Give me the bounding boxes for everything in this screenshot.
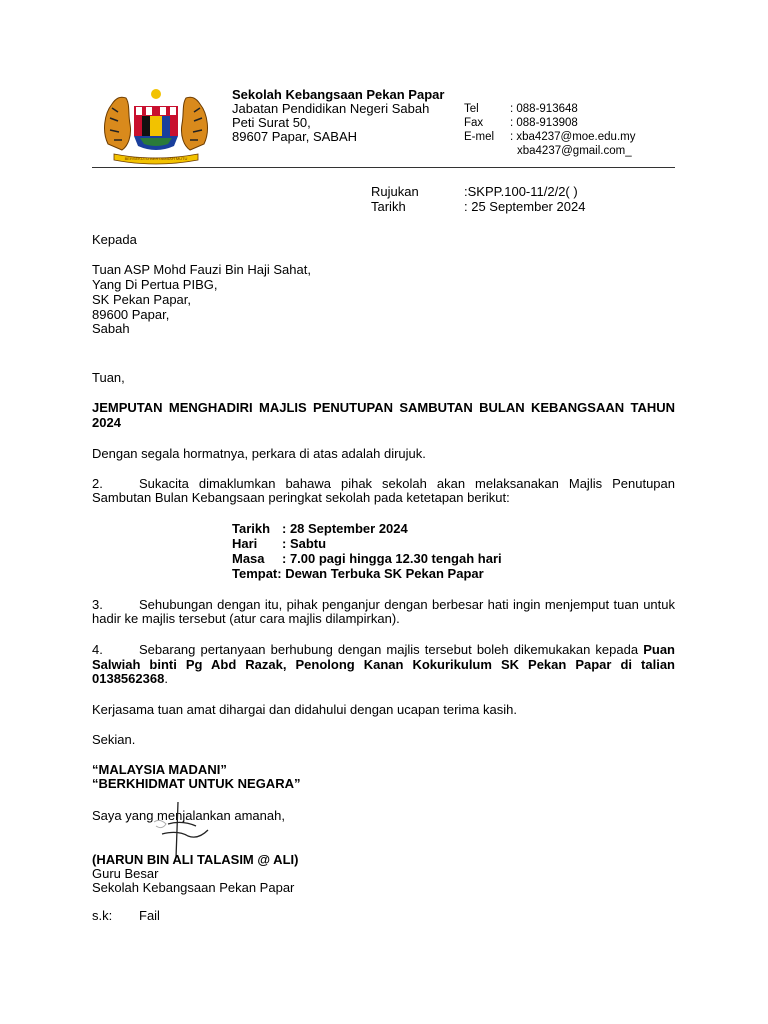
email-value-1: : xba4237@moe.edu.my bbox=[510, 131, 636, 143]
intro-paragraph: Dengan segala hormatnya, perkara di atas adalah dirujuk. bbox=[92, 446, 426, 461]
email-value-2: xba4237@gmail.com_ bbox=[517, 145, 632, 157]
para-4-line-1: Sebarang pertanyaan berhubung dengan majlis tersebut boleh dikemukakan kepada Puan bbox=[139, 642, 675, 657]
cc-label: s.k: bbox=[92, 908, 113, 923]
tel-value: : 088-913648 bbox=[510, 103, 578, 115]
subject-line-1: JEMPUTAN MENGHADIRI MAJLIS PENUTUPAN SAMBUTAN BULAN KEBANGSAAN TAHUN bbox=[92, 400, 675, 415]
recipient-line: Sabah bbox=[92, 321, 130, 336]
letterhead-divider bbox=[92, 167, 675, 168]
para-3-number: 3. bbox=[92, 597, 103, 612]
para-2-line-1: Sukacita dimaklumkan bahawa pihak sekolah akan melaksanakan Majlis Penutupan bbox=[139, 476, 675, 491]
recipient-line: Yang Di Pertua PIBG, bbox=[92, 277, 218, 292]
subject-line-2: 2024 bbox=[92, 415, 121, 430]
detail-tarikh: Tarikh : 28 September 2024 bbox=[232, 521, 408, 536]
motto-malaysia-madani: “MALAYSIA MADANI” bbox=[92, 762, 227, 777]
detail-masa: Masa : 7.00 pagi hingga 12.30 tengah hari bbox=[232, 551, 502, 566]
signer-title: Guru Besar bbox=[92, 866, 159, 881]
fax-label: Fax bbox=[464, 117, 484, 129]
closing-paragraph: Kerjasama tuan amat dihargai dan didahului dengan ucapan terima kasih. bbox=[92, 702, 517, 717]
cc-value: Fail bbox=[139, 908, 160, 923]
salutation: Tuan, bbox=[92, 370, 125, 385]
recipient-line: SK Pekan Papar, bbox=[92, 292, 192, 307]
para-4-line-3: 0138562368. bbox=[92, 671, 168, 686]
tarikh-label: Tarikh bbox=[371, 199, 406, 214]
address-line-1: Peti Surat 50, bbox=[232, 115, 311, 130]
para-2-number: 2. bbox=[92, 476, 103, 491]
rujukan-label: Rujukan bbox=[371, 184, 419, 199]
amanah-line: Saya yang menjalankan amanah, bbox=[92, 808, 285, 823]
signer-school: Sekolah Kebangsaan Pekan Papar bbox=[92, 880, 295, 895]
fax-value: : 088-913908 bbox=[510, 117, 578, 129]
signer-name: (HARUN BIN ALI TALASIM @ ALI) bbox=[92, 852, 299, 867]
address-line-2: 89607 Papar, SABAH bbox=[232, 129, 358, 144]
tel-label: Tel bbox=[464, 103, 479, 115]
detail-hari: Hari : Sabtu bbox=[232, 536, 327, 551]
department: Jabatan Pendidikan Negeri Sabah bbox=[232, 101, 430, 116]
school-name: Sekolah Kebangsaan Pekan Papar bbox=[232, 87, 445, 102]
crest-motto: BERSEKUTU BERTAMBAH MUTU bbox=[124, 156, 188, 161]
school-crest-logo bbox=[100, 84, 212, 166]
para-3-line-2: hadir ke majlis tersebut (atur cara majlis dilampirkan). bbox=[92, 611, 400, 626]
para-2-line-2: Sambutan Bulan Kebangsaan peringkat sekolah pada ketetapan berikut: bbox=[92, 490, 510, 505]
para-3-line-1: Sehubungan dengan itu, pihak penganjur dengan berbesar hati ingin menjemput tuan untuk bbox=[139, 597, 675, 612]
recipient-line: Tuan ASP Mohd Fauzi Bin Haji Sahat, bbox=[92, 262, 311, 277]
para-4-number: 4. bbox=[92, 642, 103, 657]
detail-tempat: Tempat: Dewan Terbuka SK Pekan Papar bbox=[232, 566, 484, 581]
rujukan-value: :SKPP.100-11/2/2( ) bbox=[464, 184, 578, 199]
motto-berkhidmat: “BERKHIDMAT UNTUK NEGARA” bbox=[92, 776, 301, 791]
kepada-label: Kepada bbox=[92, 232, 137, 247]
para-4-line-2: Salwiah binti Pg Abd Razak, Penolong Kanan Kokurikulum SK Pekan Papar di talian bbox=[92, 657, 675, 672]
recipient-line: 89600 Papar, bbox=[92, 307, 170, 322]
tarikh-value: : 25 September 2024 bbox=[464, 199, 586, 214]
sekian: Sekian. bbox=[92, 732, 136, 747]
email-label: E-mel bbox=[464, 131, 495, 143]
